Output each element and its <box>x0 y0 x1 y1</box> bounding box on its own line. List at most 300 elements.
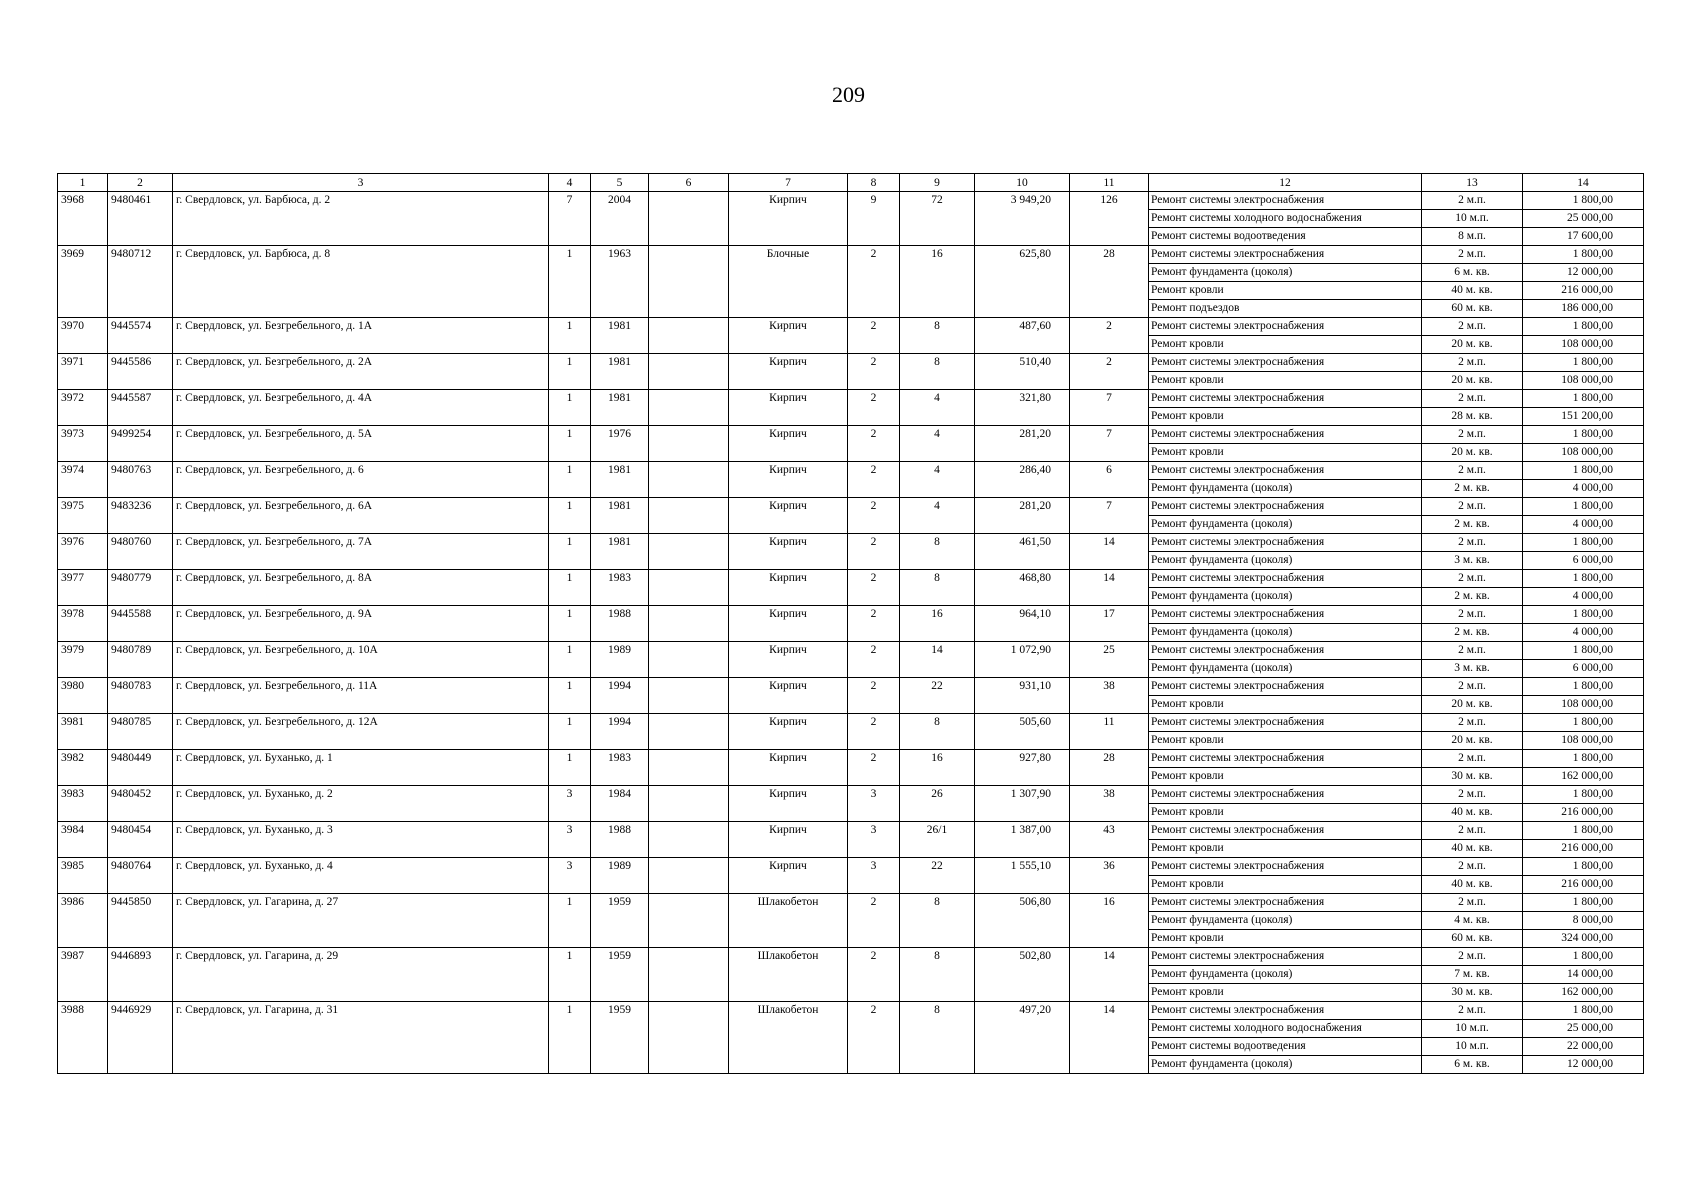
header-row <box>58 174 1644 192</box>
work-name: Ремонт кровли <box>1149 408 1422 426</box>
record-col11: 28 <box>1070 750 1149 786</box>
work-quantity: 20 м. кв. <box>1422 732 1523 750</box>
record-col11: 14 <box>1070 1002 1149 1074</box>
table-row <box>58 642 1644 660</box>
record-col6 <box>649 858 729 894</box>
record-area: 964,10 <box>975 606 1070 642</box>
record-material: Кирпич <box>729 750 848 786</box>
record-code: 9445586 <box>108 354 173 390</box>
work-quantity: 6 м. кв. <box>1422 264 1523 282</box>
work-name: Ремонт кровли <box>1149 840 1422 858</box>
work-name: Ремонт системы электроснабжения <box>1149 822 1422 840</box>
work-name: Ремонт системы электроснабжения <box>1149 318 1422 336</box>
work-cost: 108 000,00 <box>1523 732 1644 750</box>
record-col9: 8 <box>900 894 975 948</box>
record-col4: 1 <box>549 390 591 426</box>
work-cost: 216 000,00 <box>1523 282 1644 300</box>
record-col9: 22 <box>900 678 975 714</box>
record-col11: 28 <box>1070 246 1149 318</box>
work-cost: 1 800,00 <box>1523 390 1644 408</box>
record-area: 281,20 <box>975 426 1070 462</box>
work-name: Ремонт системы электроснабжения <box>1149 570 1422 588</box>
table-row <box>58 498 1644 516</box>
record-address: г. Свердловск, ул. Гагарина, д. 27 <box>173 894 549 948</box>
record-year: 1983 <box>591 750 649 786</box>
record-material: Кирпич <box>729 390 848 426</box>
work-quantity: 10 м.п. <box>1422 210 1523 228</box>
record-address: г. Свердловск, ул. Буханько, д. 1 <box>173 750 549 786</box>
record-year: 1984 <box>591 786 649 822</box>
work-cost: 216 000,00 <box>1523 840 1644 858</box>
work-quantity: 60 м. кв. <box>1422 300 1523 318</box>
record-year: 1959 <box>591 948 649 1002</box>
record-area: 1 555,10 <box>975 858 1070 894</box>
work-cost: 4 000,00 <box>1523 516 1644 534</box>
work-cost: 162 000,00 <box>1523 984 1644 1002</box>
record-material: Кирпич <box>729 642 848 678</box>
work-cost: 1 800,00 <box>1523 894 1644 912</box>
record-col9: 16 <box>900 246 975 318</box>
work-cost: 1 800,00 <box>1523 822 1644 840</box>
work-quantity: 2 м.п. <box>1422 354 1523 372</box>
record-col6 <box>649 318 729 354</box>
record-year: 1959 <box>591 1002 649 1074</box>
record-col11: 25 <box>1070 642 1149 678</box>
record-col6 <box>649 390 729 426</box>
work-cost: 1 800,00 <box>1523 354 1644 372</box>
work-name: Ремонт кровли <box>1149 984 1422 1002</box>
record-col9: 8 <box>900 318 975 354</box>
record-number: 3988 <box>58 1002 108 1074</box>
record-col8: 2 <box>848 606 900 642</box>
work-cost: 8 000,00 <box>1523 912 1644 930</box>
work-name: Ремонт системы электроснабжения <box>1149 1002 1422 1020</box>
work-quantity: 2 м.п. <box>1422 498 1523 516</box>
record-code: 9480785 <box>108 714 173 750</box>
work-name: Ремонт фундамента (цоколя) <box>1149 264 1422 282</box>
work-cost: 6 000,00 <box>1523 552 1644 570</box>
record-number: 3979 <box>58 642 108 678</box>
record-area: 506,80 <box>975 894 1070 948</box>
record-area: 502,80 <box>975 948 1070 1002</box>
column-header-5: 5 <box>591 174 649 192</box>
work-cost: 1 800,00 <box>1523 570 1644 588</box>
record-area: 281,20 <box>975 498 1070 534</box>
record-col4: 1 <box>549 750 591 786</box>
record-col11: 38 <box>1070 678 1149 714</box>
record-year: 1988 <box>591 822 649 858</box>
record-material: Кирпич <box>729 498 848 534</box>
table-row <box>58 750 1644 768</box>
table-row <box>58 894 1644 912</box>
work-cost: 17 600,00 <box>1523 228 1644 246</box>
record-number: 3976 <box>58 534 108 570</box>
work-name: Ремонт системы холодного водоснабжения <box>1149 210 1422 228</box>
work-name: Ремонт системы электроснабжения <box>1149 354 1422 372</box>
record-col9: 16 <box>900 750 975 786</box>
record-col6 <box>649 606 729 642</box>
work-quantity: 2 м.п. <box>1422 894 1523 912</box>
work-cost: 1 800,00 <box>1523 1002 1644 1020</box>
table-row <box>58 714 1644 732</box>
record-year: 2004 <box>591 192 649 246</box>
record-year: 1983 <box>591 570 649 606</box>
work-quantity: 10 м.п. <box>1422 1020 1523 1038</box>
record-col11: 17 <box>1070 606 1149 642</box>
record-col9: 8 <box>900 948 975 1002</box>
record-col4: 1 <box>549 570 591 606</box>
record-address: г. Свердловск, ул. Безгребельного, д. 1А <box>173 318 549 354</box>
record-code: 9480712 <box>108 246 173 318</box>
record-area: 931,10 <box>975 678 1070 714</box>
table-row <box>58 462 1644 480</box>
work-name: Ремонт системы электроснабжения <box>1149 948 1422 966</box>
record-code: 9480763 <box>108 462 173 498</box>
work-name: Ремонт системы электроснабжения <box>1149 498 1422 516</box>
work-quantity: 2 м.п. <box>1422 534 1523 552</box>
record-col11: 11 <box>1070 714 1149 750</box>
column-header-14: 14 <box>1523 174 1644 192</box>
record-col6 <box>649 822 729 858</box>
work-name: Ремонт системы электроснабжения <box>1149 750 1422 768</box>
record-year: 1959 <box>591 894 649 948</box>
work-quantity: 2 м.п. <box>1422 786 1523 804</box>
record-material: Кирпич <box>729 678 848 714</box>
table-row <box>58 858 1644 876</box>
work-cost: 1 800,00 <box>1523 462 1644 480</box>
record-material: Кирпич <box>729 822 848 858</box>
record-code: 9480452 <box>108 786 173 822</box>
record-address: г. Свердловск, ул. Барбюса, д. 8 <box>173 246 549 318</box>
record-col6 <box>649 570 729 606</box>
record-col9: 8 <box>900 534 975 570</box>
work-cost: 216 000,00 <box>1523 804 1644 822</box>
record-year: 1981 <box>591 462 649 498</box>
work-name: Ремонт фундамента (цоколя) <box>1149 588 1422 606</box>
record-col9: 14 <box>900 642 975 678</box>
work-quantity: 2 м. кв. <box>1422 480 1523 498</box>
column-header-2: 2 <box>108 174 173 192</box>
work-quantity: 3 м. кв. <box>1422 660 1523 678</box>
work-cost: 162 000,00 <box>1523 768 1644 786</box>
record-col4: 1 <box>549 714 591 750</box>
table-row <box>58 570 1644 588</box>
record-col6 <box>649 786 729 822</box>
record-col11: 7 <box>1070 498 1149 534</box>
record-col8: 2 <box>848 534 900 570</box>
work-name: Ремонт фундамента (цоколя) <box>1149 660 1422 678</box>
record-col6 <box>649 354 729 390</box>
record-col8: 3 <box>848 822 900 858</box>
record-address: г. Свердловск, ул. Безгребельного, д. 5А <box>173 426 549 462</box>
record-code: 9445588 <box>108 606 173 642</box>
page-number: 209 <box>832 82 865 107</box>
record-col9: 4 <box>900 426 975 462</box>
record-year: 1981 <box>591 498 649 534</box>
record-number: 3987 <box>58 948 108 1002</box>
work-name: Ремонт кровли <box>1149 930 1422 948</box>
record-area: 505,60 <box>975 714 1070 750</box>
record-area: 487,60 <box>975 318 1070 354</box>
record-number: 3973 <box>58 426 108 462</box>
work-name: Ремонт системы электроснабжения <box>1149 786 1422 804</box>
table-row <box>58 678 1644 696</box>
record-number: 3985 <box>58 858 108 894</box>
record-col4: 1 <box>549 354 591 390</box>
work-name: Ремонт фундамента (цоколя) <box>1149 966 1422 984</box>
record-col4: 1 <box>549 462 591 498</box>
record-col8: 2 <box>848 948 900 1002</box>
record-area: 461,50 <box>975 534 1070 570</box>
record-col8: 3 <box>848 858 900 894</box>
record-code: 9483236 <box>108 498 173 534</box>
record-year: 1981 <box>591 354 649 390</box>
record-material: Шлакобетон <box>729 894 848 948</box>
record-number: 3968 <box>58 192 108 246</box>
work-name: Ремонт системы водоотведения <box>1149 1038 1422 1056</box>
column-header-10: 10 <box>975 174 1070 192</box>
record-code: 9480454 <box>108 822 173 858</box>
record-col4: 7 <box>549 192 591 246</box>
table-body <box>58 192 1644 1074</box>
work-cost: 1 800,00 <box>1523 246 1644 264</box>
work-cost: 14 000,00 <box>1523 966 1644 984</box>
record-col4: 1 <box>549 1002 591 1074</box>
work-quantity: 6 м. кв. <box>1422 1056 1523 1074</box>
work-quantity: 2 м. кв. <box>1422 516 1523 534</box>
table-row <box>58 354 1644 372</box>
record-code: 9445574 <box>108 318 173 354</box>
work-cost: 1 800,00 <box>1523 318 1644 336</box>
work-name: Ремонт системы холодного водоснабжения <box>1149 1020 1422 1038</box>
work-cost: 1 800,00 <box>1523 750 1644 768</box>
column-header-13: 13 <box>1422 174 1523 192</box>
work-cost: 1 800,00 <box>1523 714 1644 732</box>
record-address: г. Свердловск, ул. Безгребельного, д. 6 <box>173 462 549 498</box>
record-number: 3971 <box>58 354 108 390</box>
record-year: 1989 <box>591 858 649 894</box>
work-quantity: 2 м.п. <box>1422 246 1523 264</box>
record-col9: 16 <box>900 606 975 642</box>
work-cost: 22 000,00 <box>1523 1038 1644 1056</box>
work-quantity: 40 м. кв. <box>1422 876 1523 894</box>
record-col4: 3 <box>549 822 591 858</box>
record-number: 3969 <box>58 246 108 318</box>
work-cost: 1 800,00 <box>1523 678 1644 696</box>
record-material: Кирпич <box>729 462 848 498</box>
record-year: 1981 <box>591 390 649 426</box>
work-name: Ремонт системы электроснабжения <box>1149 192 1422 210</box>
record-code: 9480783 <box>108 678 173 714</box>
work-quantity: 40 м. кв. <box>1422 282 1523 300</box>
record-address: г. Свердловск, ул. Барбюса, д. 2 <box>173 192 549 246</box>
record-address: г. Свердловск, ул. Безгребельного, д. 12А <box>173 714 549 750</box>
work-cost: 25 000,00 <box>1523 1020 1644 1038</box>
record-col4: 1 <box>549 318 591 354</box>
record-col8: 2 <box>848 318 900 354</box>
record-area: 625,80 <box>975 246 1070 318</box>
column-header-11: 11 <box>1070 174 1149 192</box>
record-col6 <box>649 426 729 462</box>
record-col9: 4 <box>900 462 975 498</box>
record-col11: 126 <box>1070 192 1149 246</box>
table-row <box>58 606 1644 624</box>
record-col6 <box>649 192 729 246</box>
work-name: Ремонт фундамента (цоколя) <box>1149 624 1422 642</box>
record-col11: 7 <box>1070 426 1149 462</box>
record-address: г. Свердловск, ул. Безгребельного, д. 11А <box>173 678 549 714</box>
work-quantity: 30 м. кв. <box>1422 984 1523 1002</box>
record-col4: 1 <box>549 894 591 948</box>
record-code: 9445587 <box>108 390 173 426</box>
work-quantity: 2 м.п. <box>1422 822 1523 840</box>
record-address: г. Свердловск, ул. Буханько, д. 3 <box>173 822 549 858</box>
record-col8: 2 <box>848 390 900 426</box>
record-col9: 22 <box>900 858 975 894</box>
record-address: г. Свердловск, ул. Безгребельного, д. 4А <box>173 390 549 426</box>
record-col4: 1 <box>549 948 591 1002</box>
work-name: Ремонт кровли <box>1149 282 1422 300</box>
work-quantity: 10 м.п. <box>1422 1038 1523 1056</box>
table-row <box>58 390 1644 408</box>
work-quantity: 28 м. кв. <box>1422 408 1523 426</box>
work-cost: 108 000,00 <box>1523 696 1644 714</box>
work-cost: 1 800,00 <box>1523 948 1644 966</box>
work-quantity: 2 м.п. <box>1422 714 1523 732</box>
record-col8: 2 <box>848 642 900 678</box>
work-cost: 151 200,00 <box>1523 408 1644 426</box>
record-code: 9480789 <box>108 642 173 678</box>
record-col11: 7 <box>1070 390 1149 426</box>
work-quantity: 2 м.п. <box>1422 462 1523 480</box>
work-name: Ремонт кровли <box>1149 696 1422 714</box>
work-name: Ремонт кровли <box>1149 768 1422 786</box>
record-col8: 2 <box>848 714 900 750</box>
work-name: Ремонт системы электроснабжения <box>1149 390 1422 408</box>
work-cost: 4 000,00 <box>1523 480 1644 498</box>
work-quantity: 2 м.п. <box>1422 318 1523 336</box>
work-cost: 1 800,00 <box>1523 606 1644 624</box>
work-cost: 12 000,00 <box>1523 264 1644 282</box>
work-name: Ремонт системы электроснабжения <box>1149 462 1422 480</box>
record-col4: 3 <box>549 786 591 822</box>
record-area: 1 307,90 <box>975 786 1070 822</box>
repair-register-table <box>57 173 1644 1074</box>
record-year: 1976 <box>591 426 649 462</box>
record-address: г. Свердловск, ул. Безгребельного, д. 9А <box>173 606 549 642</box>
work-cost: 6 000,00 <box>1523 660 1644 678</box>
work-quantity: 2 м.п. <box>1422 426 1523 444</box>
work-cost: 1 800,00 <box>1523 534 1644 552</box>
record-col9: 72 <box>900 192 975 246</box>
record-col9: 26/1 <box>900 822 975 858</box>
work-name: Ремонт системы электроснабжения <box>1149 642 1422 660</box>
record-number: 3975 <box>58 498 108 534</box>
record-col6 <box>649 534 729 570</box>
work-quantity: 2 м.п. <box>1422 192 1523 210</box>
record-col9: 4 <box>900 498 975 534</box>
record-col11: 2 <box>1070 318 1149 354</box>
record-year: 1988 <box>591 606 649 642</box>
record-col8: 2 <box>848 246 900 318</box>
work-name: Ремонт кровли <box>1149 804 1422 822</box>
record-code: 9446893 <box>108 948 173 1002</box>
record-col11: 43 <box>1070 822 1149 858</box>
work-quantity: 2 м.п. <box>1422 606 1523 624</box>
record-col11: 36 <box>1070 858 1149 894</box>
record-material: Кирпич <box>729 786 848 822</box>
record-address: г. Свердловск, ул. Безгребельного, д. 10А <box>173 642 549 678</box>
record-col8: 9 <box>848 192 900 246</box>
work-quantity: 30 м. кв. <box>1422 768 1523 786</box>
record-address: г. Свердловск, ул. Безгребельного, д. 6А <box>173 498 549 534</box>
work-quantity: 2 м.п. <box>1422 948 1523 966</box>
record-col4: 1 <box>549 246 591 318</box>
work-quantity: 2 м.п. <box>1422 1002 1523 1020</box>
record-address: г. Свердловск, ул. Буханько, д. 2 <box>173 786 549 822</box>
record-col11: 38 <box>1070 786 1149 822</box>
record-col6 <box>649 894 729 948</box>
record-year: 1981 <box>591 534 649 570</box>
work-cost: 108 000,00 <box>1523 372 1644 390</box>
work-name: Ремонт фундамента (цоколя) <box>1149 912 1422 930</box>
record-area: 497,20 <box>975 1002 1070 1074</box>
column-header-9: 9 <box>900 174 975 192</box>
work-cost: 1 800,00 <box>1523 426 1644 444</box>
record-material: Кирпич <box>729 318 848 354</box>
record-col9: 4 <box>900 390 975 426</box>
table-row <box>58 192 1644 210</box>
work-quantity: 2 м.п. <box>1422 858 1523 876</box>
record-year: 1981 <box>591 318 649 354</box>
work-quantity: 8 м.п. <box>1422 228 1523 246</box>
record-address: г. Свердловск, ул. Гагарина, д. 29 <box>173 948 549 1002</box>
work-name: Ремонт системы электроснабжения <box>1149 246 1422 264</box>
record-code: 9480461 <box>108 192 173 246</box>
record-material: Кирпич <box>729 858 848 894</box>
record-code: 9480449 <box>108 750 173 786</box>
record-material: Кирпич <box>729 426 848 462</box>
record-area: 3 949,20 <box>975 192 1070 246</box>
record-year: 1994 <box>591 678 649 714</box>
record-col11: 14 <box>1070 948 1149 1002</box>
record-address: г. Свердловск, ул. Буханько, д. 4 <box>173 858 549 894</box>
record-code: 9480764 <box>108 858 173 894</box>
table-row <box>58 246 1644 264</box>
record-col6 <box>649 678 729 714</box>
record-col11: 16 <box>1070 894 1149 948</box>
record-material: Кирпич <box>729 570 848 606</box>
record-col4: 1 <box>549 678 591 714</box>
work-name: Ремонт системы электроснабжения <box>1149 534 1422 552</box>
work-name: Ремонт кровли <box>1149 336 1422 354</box>
record-address: г. Свердловск, ул. Гагарина, д. 31 <box>173 1002 549 1074</box>
record-col4: 3 <box>549 858 591 894</box>
record-address: г. Свердловск, ул. Безгребельного, д. 7А <box>173 534 549 570</box>
work-name: Ремонт подъездов <box>1149 300 1422 318</box>
column-header-4: 4 <box>549 174 591 192</box>
record-col8: 2 <box>848 750 900 786</box>
work-cost: 1 800,00 <box>1523 858 1644 876</box>
work-cost: 1 800,00 <box>1523 192 1644 210</box>
work-quantity: 2 м.п. <box>1422 570 1523 588</box>
work-name: Ремонт системы электроснабжения <box>1149 714 1422 732</box>
record-number: 3974 <box>58 462 108 498</box>
record-area: 1 387,00 <box>975 822 1070 858</box>
work-quantity: 3 м. кв. <box>1422 552 1523 570</box>
record-number: 3981 <box>58 714 108 750</box>
work-cost: 1 800,00 <box>1523 786 1644 804</box>
